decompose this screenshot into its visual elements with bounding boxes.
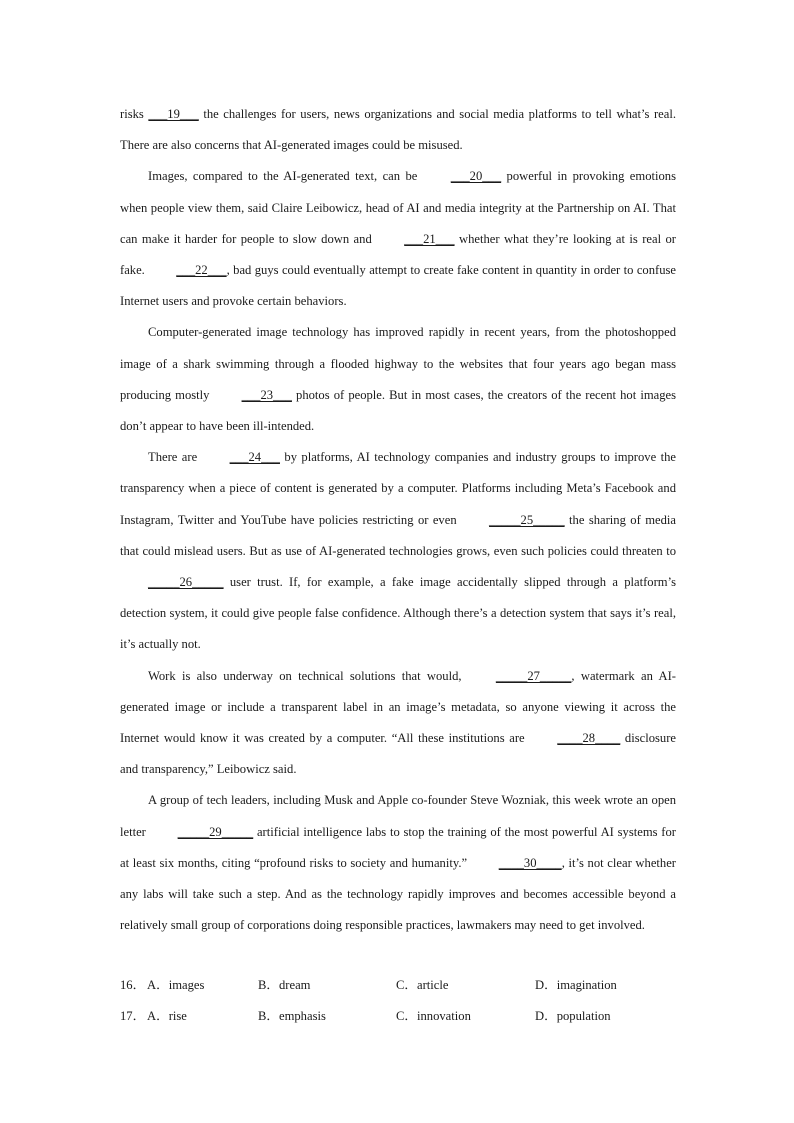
option-row: [120, 1001, 680, 1032]
paragraph-5: [120, 661, 676, 786]
passage-text: , watermark an AI-generated image or include a transparent label in an image’s metadata, so anyone viewing it across the Internet would know it was created by a computer. “All these institutions are: [120, 668, 676, 746]
question-17: [120, 1001, 680, 1032]
blank-23: ___23___: [241, 387, 292, 402]
blank-29: _____29_____: [177, 824, 254, 839]
blank-28: ____28____: [557, 731, 621, 746]
option-a[interactable]: A．rise: [147, 1009, 187, 1023]
option-b[interactable]: B．emphasis: [258, 1009, 326, 1023]
passage-text: A group of tech leaders, including Musk and Apple co-founder Steve Wozniak, this week wrote an open letter: [120, 793, 676, 839]
paragraph-4: [120, 442, 676, 660]
option-c[interactable]: C．innovation: [396, 1009, 471, 1023]
passage-text: powerful in provoking emotions when people view them, said Claire Leibowicz, head of AI and media integrity at the Partnership on AI. That can make it harder for people to slow down and: [120, 169, 676, 246]
blank-30: ____30____: [498, 855, 562, 870]
blank-26: _____26_____: [148, 575, 224, 590]
passage-text: whether what they’re looking at is real or fake.: [120, 231, 676, 278]
blank-22: ___22___: [176, 263, 227, 278]
option-d[interactable]: D．population: [535, 1009, 611, 1023]
passage-text: the sharing of media that could mislead users. But as use of AI-generated technologies grows, even such policies could threaten to: [120, 512, 676, 558]
passage-text: risks: [120, 107, 149, 121]
passage-text: There are: [148, 450, 202, 465]
option-b[interactable]: B．dream: [258, 978, 311, 992]
passage-text: the challenges for users, news organizations and social media platforms to tell what’s real. There are also concerns that AI-generated images could be misused.: [120, 107, 676, 153]
option-c[interactable]: C．article: [396, 978, 449, 992]
option-row: [120, 970, 680, 1001]
passage-text: , bad guys could eventually attempt to create fake content in quantity in order to confuse Internet users and provoke certain behaviors.: [120, 263, 676, 309]
passage-text: Work is also underway on technical solutions that would,: [148, 668, 468, 683]
blank-19: ___19___: [148, 107, 199, 121]
question-number: 17．: [120, 1009, 146, 1023]
option-a[interactable]: A．images: [147, 978, 205, 992]
question-16: [120, 970, 680, 1001]
question-number: 16．: [120, 978, 146, 992]
blank-24: ___24___: [229, 450, 280, 465]
paragraph-6: [120, 785, 676, 941]
passage-text: by platforms, AI technology companies and industry groups to improve the transparency when a piece of content is generated by a computer. Platforms including Meta’s Facebook and Instagram, Twitter and YouTube have policies restricting or even: [120, 450, 676, 527]
blank-20: ___20___: [450, 169, 502, 184]
passage-text: photos of people. But in most cases, the creators of the recent hot images don’t appear to have been ill-intended.: [120, 387, 676, 434]
blank-21: ___21___: [404, 231, 455, 246]
paragraph-1: [120, 99, 676, 161]
passage-text: artificial intelligence labs to stop the training of the most powerful AI systems for at least six months, citing “profound risks to society and humanity.”: [120, 824, 676, 870]
blank-25: _____25_____: [489, 512, 565, 527]
passage-text: disclosure and transparency,” Leibowicz said.: [120, 731, 676, 777]
passage-text: , it’s not clear whether any labs will take such a step. And as the technology rapidly improves and becomes accessible beyond a relatively small group of corporations doing responsible practices, lawmakers may need to get involved.: [120, 855, 676, 933]
passage: [120, 99, 676, 941]
paragraph-2: [120, 161, 676, 317]
paragraph-3: [120, 317, 676, 442]
passage-text: user trust. If, for example, a fake image accidentally slipped through a platform’s detection system, it could give people false confidence. Although there’s a detection system that says it’s real, it’s actually not.: [120, 575, 676, 652]
option-d[interactable]: D．imagination: [535, 978, 617, 992]
blank-27: _____27_____: [495, 668, 572, 683]
passage-text: Images, compared to the AI-generated text, can be: [148, 169, 423, 184]
passage-text: Computer-generated image technology has improved rapidly in recent years, from the photoshopped image of a shark swimming through a flooded highway to the websites that four years ago began mass producing mostly: [120, 325, 676, 402]
